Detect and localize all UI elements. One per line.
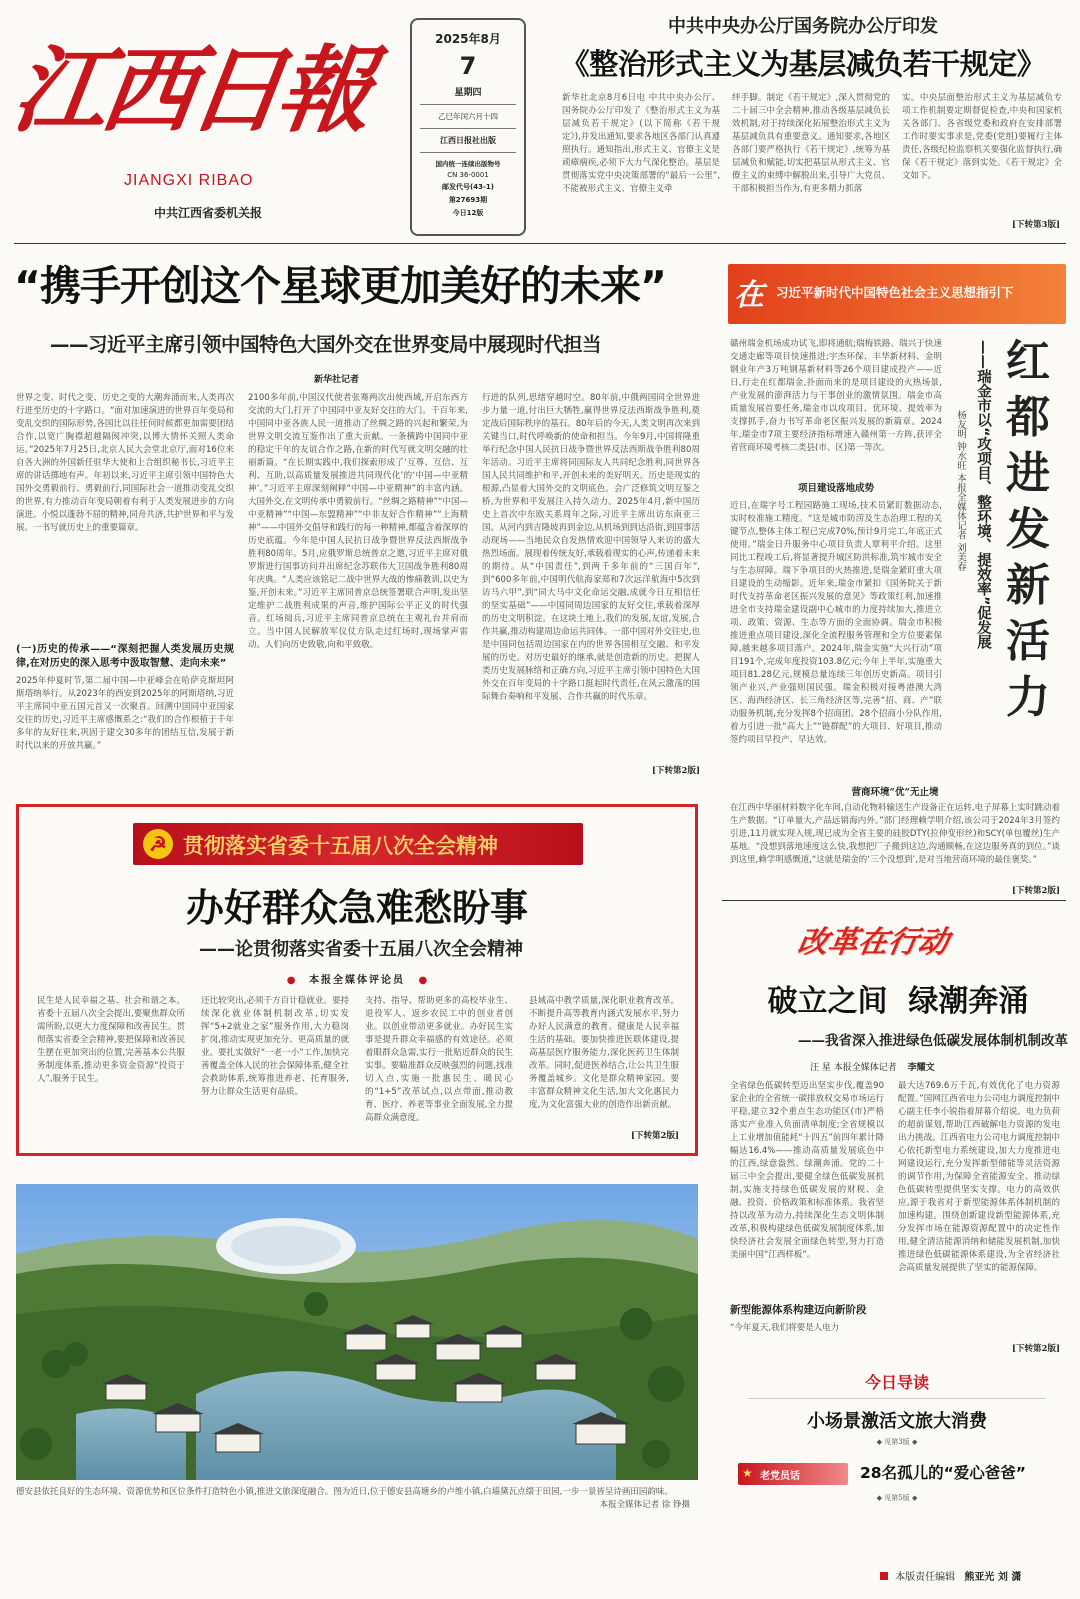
reform-badge — [795, 918, 958, 968]
series-para-1: 赣州瑞金机场成功试飞,即将通航;瑞梅铁路、瑞兴于快速交通走廊等项目快速推进;宇杰环保、丰华新材料、金明钢业年产3万吨钢基新材料等26个项目建成投产——近日,行走在红都瑞金,扑面而来的是项目建设的火热场景,产业发展的澎湃活力与干事创业的激情氛围。瑞金市高质量发展首要任务,瑞金市以攻项目、优环境、提效率为支撑抓手,奋力书写革命老区振兴发展的新篇章。2024年,瑞金市7项主要经济指标增速入赣州第一方阵,获评全省营商环境考核二类县(市、区)第一等次。 — [730, 339, 942, 453]
date-day: 7 — [459, 52, 477, 80]
footer-label: 本版责任编辑 — [895, 1572, 956, 1583]
guide-title: 今日导读 — [864, 1373, 929, 1392]
series-title-char: 力 — [1006, 672, 1050, 723]
reform-section-title: 新型能源体系构建迈向新阶段 — [730, 1304, 867, 1316]
series-subtitle: ——瑞金市以“攻项目、整环境、提效率”促发展 — [975, 340, 991, 650]
reform-byline-a: 汪 星 本报全媒体记者 — [810, 1063, 897, 1073]
series-banner — [728, 264, 1066, 324]
party-emblem-icon: ☭ — [143, 829, 173, 859]
guide-item-2-row[interactable] — [728, 1457, 1066, 1491]
guide-item-1[interactable]: 小场景激活文旅大消费 — [807, 1411, 987, 1432]
lead-title: “携手开创这个星球更加美好的未来” — [14, 262, 666, 310]
plenary-col-1: 民生是人民幸福之基、社会和谐之本。省委十五届八次全会提出,要聚焦群众所需所盼,以更大力度保障和改善民生。贯彻落实省委全会精神,要把保障和改善民生摆在更加突出的位置,完善基本公共服务制度体系,推动更多资金资源“投资于人”,服务于民生。 — [37, 996, 185, 1084]
plenary-banner-text: 贯彻落实省委十五届八次全会精神 — [183, 834, 498, 858]
lead-col-1-text: 世界之变、时代之变、历史之变的大潮奔涌而来,人类再次行进至历史的十字路口。“面对加速演进的世界百年变局和变乱交织的国际形势,各国比以往任何时候都更加需要团结合作,以宽广胸襟超越隔阂冲突,以博大情怀关照人类命运。”2025年7月25日,北京人民大会堂北京厅,面对16位来自各大洲的外国新任驻华大使和上合组织秘书长,习近平主席的讲话掷地有声。年初以来,习近平主席引领中国特色大国外交勇毅前行、勇毅前行,同国际社会一道推动变乱交织的世界,有力推动百年变局朝着有利于人类发展进步的方向演进。小悦以蓬勃不屈的精神,同舟共济,共护世界和平与发展。一书写就历史上的重要篇章。 — [16, 393, 234, 533]
date-post: 邮发代号(43-1) — [442, 183, 494, 191]
footer — [880, 1568, 1066, 1583]
top-story-col-2: 绊手脚。制定《若干规定》,深入贯彻党的二十届三中全会精神,推动各级基层减负长效机制,对于持续深化拓展整治形式主义为基层减负具有重要意义。通知要求,各地区各部门要严格执行《若干规定》,统筹为基层减负和赋能,切实把基层从形式主义、官僚主义的束缚中解脱出来,引导广大党员、干部积极担当作为,有更多精力抓落 — [732, 93, 890, 194]
plenary-box — [16, 804, 698, 1156]
series-more[interactable]: [下转第2版] — [1012, 886, 1060, 896]
lead-byline: 新华社记者 — [314, 375, 360, 385]
top-story-more[interactable]: [下转第3版] — [1012, 220, 1060, 230]
lead-subtitle: ——习近平主席引领中国特色大国外交在世界变局中展现时代担当 — [50, 333, 602, 356]
reform-title: 破立之间 绿潮奔涌 — [767, 984, 1029, 1019]
reform-subtitle: ——我省深入推进绿色低碳发展体制机制改革 — [798, 1033, 1068, 1049]
lead-col-1 — [16, 392, 234, 778]
plenary-byline — [19, 971, 695, 986]
series-section-1: 项目建设落地成势 — [797, 483, 874, 494]
series-title-char: 发 — [1006, 504, 1050, 555]
series-para-2: 近日,在瑞字号工程园路施工现场,技术员紧盯数据动态,实时校准施工精度。“这是城市防涝及生态治理工程的关键节点,整体主体工程已完成70%,预计9月完工,年底正式使用。”瑞金日升服务中心项目负责人覃利平介绍。这里同比工程竣工后,将显著提升城区防洪标准,筑牢城市安全与生态屏障。瑞下争项目的火热推进,是瑞金紧盯重大项目建设的生动缩影。近年来,瑞金市紧扣《国务院关于新时代支持革命老区振兴发展的意见》等政策红利,加速推进全市支持瑞金建设副中心城市的力度持续加大,推进立项、政策、资源、生态等方面的全面协调。瑞金市积极推进重点项目建设,深化全流程服务管理和全方位要素保障,越来越多项目落户。2024年,瑞金实施“大兴行动”项目191个,完成年度投资103.8亿元;今年上半年,实施重大项目81.28亿元,规模总量连续三年创历史新高。项目引领产业兴,产业强则国民强。瑞金积极对接粤港澳大湾区、海西经济区、长三角经济区等,完善“招、商、产”联动服务机制,充分发挥8个招商团、28个招商小分队作用,着力引进一批“高大上”“链群配”的大项目、好项目,推动签约项目早投产、早达效。 — [730, 501, 942, 745]
guide-item-1-page: ◆ 见第3版 ◆ — [876, 1438, 918, 1446]
series-title-char: 活 — [1006, 616, 1050, 667]
top-story-col-3: 实。中央层面整治形式主义为基层减负专项工作机制要定期督促检查,中央和国家机关各部门、各省级党委和政府在安排部署工作时要实事求是,党委(党组)要履行主体责任,各级纪检监察机关要强化监督执行,确保《若干规定》落到实处。《若干规定》全文如下。 — [902, 93, 1062, 181]
reform-col-1 — [730, 1080, 884, 1356]
reform-byline-b: 李耀文 — [907, 1063, 935, 1073]
guide-item-2[interactable]: 28名孤儿的“爱心爸爸” — [860, 1464, 1026, 1482]
series-title — [996, 334, 1060, 726]
plenary-col-3: 支持、指导、帮助更多的高校毕业生、退役军人、返乡农民工中的创业者创业。以创业带动更多就业。办好民生实事是提升群众幸福感的有效途径。必须着眼群众急需,实行一批贴近群众的民生实事。要瞄准群众反映强烈的问题,找准切入点,实施一批惠民生、暖民心的“1+5”改革试点,以点带面,推动教育、医疗、养老等事业全面发展,全力提高群众满意度。 — [365, 996, 513, 1123]
reform-col-1-text: 全省绿色低碳转型迈出坚实步伐,覆盖90家企业的全省统一碳排放权交易市场运行平稳,建立32个重点生态功能区(市)严格落实产业准入负面清单制度;全省规模以上工业增加值能耗“十四五”前四年累计降幅达16.4%——推动高质量发展底色中的江西,绿意盎然、绿潮奔涌。党的二十届三中全会提出,要健全绿色低碳发展机制,实施支持绿色低碳发展的财税、金融、投资、价格政策和标准体系。我省坚持以改革为动力,持续深化生态文明体制改革,积极构建绿色低碳发展制度体系,加快经济社会发展全面绿色转型,努力打造美丽中国“江西样板”。 — [730, 1081, 884, 1260]
date-cn: CN 36-0001 — [447, 171, 489, 179]
date-lunar: 乙巳年闰六月十四 — [438, 112, 498, 121]
lead-col-2: 2100多年前,中国汉代使者张骞两次出使西域,开启东西方交流的大门,打开了中国同中亚友好交往的大门。千百年来,中国同中亚各族人民一道推动了丝绸之路的兴起和繁荣,为世界文明交流互鉴作出了重大贡献。一条横跨中国同中亚的稳定干年的友谊合作之路,在新的时代写就文明交融的壮丽新篇。“在长期实践中,我们探索形成了‘互尊、互信、互利、互助,以高质量发展推进共同现代化’的‘中国—中亚精神’。”习近平主席深刻阐释“中国—中亚精神”的丰富内涵。大国外交,在文明传承中勇毅前行。“丝绸之路精神”“中国—中亚精神”“中国—东盟精神”“中非友好合作精神”“上海精神”——中国外交倡导和践行的每一种精神,都蕴含着深厚的历史底蕴。今年是中国人民抗日战争暨世界反法西斯战争胜利80周年。5月,应俄罗斯总统普京之邀,习近平主席对俄罗斯进行国事访问并出席纪念苏联伟大卫国战争胜利80周年庆典。“人类应该铭记二战中世界大战的惨痛教训,以史为鉴,开创未来。”习近平主席同普京总统签署联合声明,发出坚定维护二战胜利成果的声音,维护国际公平正义的时代强音。红场阅兵,习近平主席同普京总统在主观礼台并肩而立。当中国人民解放军仪仗方队走过红场时,现场掌声雷动。人们向历史致敬,向和平致敬。 — [248, 393, 468, 650]
date-cn-label: 国内统一连续出版物号 — [435, 160, 501, 168]
reform-col-2: 最大达769.6万千瓦,有效优化了电力资源配置。”国网江西省电力公司电力调度控制中心副主任李小锐指着屏幕介绍说。电力负荷的超前谋划,帮助江西破解电力资源的发电出力挑战。江西省电力公司电力调度控制中心依托新型电力系统建设,加大力度推进电网建设运行,充分发挥新型储能等灵活资源的调节作用,为保障全省能源安全、推动绿色低碳转型提供坚实支撑。电力的高效供应,源于我省对于新型能源体系体制机制的加速构建。围绕创新建设新型能源体系,充分发挥市场在能源资源配置中的决定性作用,健全清洁能源消纳和储能发展机制,加快推进绿色低碳能源体系建设,为全省经济社会高质量发展提供了坚实的能源保障。 — [898, 1081, 1060, 1273]
plenary-title: 办好群众急难愁盼事 — [185, 886, 528, 930]
footer-marker — [880, 1572, 888, 1580]
plenary-banner — [133, 823, 583, 865]
top-story-kicker: 中共中央办公厅国务院办公厅印发 — [668, 16, 938, 37]
star-icon: ★ — [742, 1466, 753, 1480]
reform-more[interactable]: [下转第2版] — [1012, 1344, 1060, 1354]
masthead-logo: 江西日報 — [6, 36, 374, 146]
date-pages: 今日12版 — [452, 209, 484, 217]
top-story-col-1: 新华社北京8月6日电 中共中央办公厅、国务院办公厅印发了《整治形式主义为基层减负若干规定》(以下简称《若干规定》),并发出通知,要求各地区各部门认真遵照执行。通知指出,形式主义、官僚主义是顽瘴痼疾,必须下大力气深化整治。基层是贯彻落实党中央决策部署的“最后一公里”,不能被形式主义、官僚主义牵 — [562, 93, 720, 194]
guide-item-2-tag-text: 老党员话 — [760, 1471, 800, 1482]
divider-top — [14, 243, 1066, 244]
plenary-more[interactable]: [下转第2版] — [631, 1131, 679, 1141]
series-banner-lead: 在 — [734, 278, 764, 313]
lead-col-3: 行进的队列,思绪穿越时空。80年前,中俄两国同全世界进步力量一道,付出巨大牺牲,赢得世界反法西斯战争胜利,奠定战后国际秩序的基石。80年后的今天,人类文明再次来到关键当口,时代呼唤新的使命和担当。今年9月,中国将隆重举行纪念中国人民抗日战争暨世界反法西斯战争胜利80周年活动。习近平主席将同国际友人共同纪念胜利,同世界各国人民共同维护和平,开创未来的美好明天。历史是现实的根源,凸显着大国外交的文明底色。会广泛修筑文明互鉴之桥,为世界和平发展注入持久动力。2025年4月,新中国历史上首次中东欧关系周年之际,习近平主席出访东南亚三国。从河内到吉隆坡再到金边,从机场到到达沿街,到国事活动现场——当地民众自发热情欢迎中国领导人来访的盛大热烈场面。展现着传统友好,承载着现实的心声,传递着未来的期待。从“中国责任”,到两千多年前的“三国百年”,到“600多年前,中国明代航海家郑和7次远洋航海中5次到访马六甲”,到“同大马中文化命运交融,成就今日互相信任的坚实基础”——中国同周边国家的友好交往,承载着深厚的历史文明积淀。在这块土地上,我们的发展,友谊,发展,合作共赢,推动构建周边命运共同体。一部中国对外交往史,也是中国同包括周边国家在内的世界各国相互交融、和平发展的历史。对历史最好的继承,就是创造新的历史。把握人类历史发展脉络和正确方向,习近平主席引领中国特色大国外交在百年变局的十字路口挺起时代责任,在风云激荡的国际舞台奏响和平发展、合作共赢的时代乐章。 — [482, 393, 700, 702]
guide-item-2-tag — [738, 1463, 848, 1485]
lead-col-1b-text: 2025年仲夏时节,第二届中国—中亚峰会在哈萨克斯坦阿斯塔纳举行。从2023年的西安到2025年的阿斯塔纳,习近平主席同中亚五国元首又一次聚首。回溯中国同中亚国家交往的历史,习近平主席感慨系之:“我们的合作根植于千年多年的友好往来,巩固于建交30多年的团结互信,发展于新时代以来的开放共赢。” — [16, 676, 234, 751]
series-banner-text: 习近平新时代中国特色社会主义思想指引下 — [776, 285, 1014, 300]
top-story-title: 《整治形式主义为基层减负若干规定》 — [560, 47, 1046, 81]
photo-caption-credit: 本报全媒体记者 徐 铮摄 — [599, 1500, 690, 1510]
bullet-icon: ● — [286, 975, 296, 986]
top-story — [540, 14, 1066, 236]
series-byline: 杨友明 钟水旺 本报全媒体记者 刘美春 — [955, 410, 966, 572]
series-title-char: 都 — [1006, 392, 1050, 443]
masthead-org: 中共江西省委机关报 — [154, 206, 263, 220]
reform-badge-text: 改革在行动 — [795, 925, 952, 960]
series-title-char: 红 — [1006, 336, 1050, 387]
series-para-2b — [730, 700, 1060, 776]
photo-caption-text: 德安县依托良好的生态环境、资源优势和区位条件打造特色小镇,推进文旅深度融合。图为近日,位于德安县高塘乡的卢维小镇,白墙黛瓦点缀于田园,一步一景皆呈诗画田园韵味。 — [16, 1487, 673, 1497]
series-section-2: 营商环境“优”无止境 — [851, 787, 939, 798]
plenary-col-2: 还比较突出,必须千方百计稳就业。要持续深化就业体制机制改革,切实发挥“5+2就业之家”服务作用,大力稳岗扩岗,推动实现更加充分、更高质量的就业。要扎实做好“一老一小”工作,加快完善覆盖全体人民的社会保障体系,健全社会救助体系,统筹推进养老、托育服务,努力让群众生活更有品质。 — [201, 996, 349, 1097]
plenary-col-4: 县域高中教学质量,深化职业教育改革。不断提升高等教育内涵式发展水平,努力办好人民满意的教育。健康是人民幸福生活的基础。要加快推进医联体建设,提高基层医疗服务能力,深化医药卫生体制改革。同时,促进医养结合,让公共卫生服务覆盖城乡。文化是群众精神家园。要丰富群众精神文化生活,加大文化惠民力度,为文化富强大业的创造作出新贡献。 — [529, 996, 679, 1110]
town-photo-image — [16, 1184, 698, 1480]
plenary-subtitle: ——论贯彻落实省委十五届八次全会精神 — [199, 939, 523, 960]
date-publisher: 江西日报社出版 — [440, 136, 496, 145]
reform-col-1b-text: “今年夏天,我们将要是人电力 — [730, 1323, 840, 1333]
series-title-char: 新 — [1006, 560, 1050, 611]
lead-section-1-title: (一)历史的传承——“深刻把握人类发展历史规律,在对历史的深入思考中汲取智慧、走向未来” — [16, 644, 234, 669]
date-weekday: 星期四 — [454, 88, 482, 98]
footer-editors: 熊亚光 刘 潇 — [964, 1572, 1022, 1583]
reform-byline — [810, 1060, 935, 1073]
guide-item-2-page: ◆ 见第5版 ◆ — [876, 1494, 918, 1502]
series-para-3: 在江西中华丽材料数字化车间,自动化物料输送生产设备正在运转,电子屏幕上实时跳动着生产数据。“订单量大,产品远销海内外。”部门经理赖学明介绍,该公司于2024年3月签约引进,11月就实现入规,现已成为全省主要的硅胶DTY(拉伸变形丝)和SCY(单包覆丝)生产基地。“没想到落地速度这么快,我想把厂子搬到这边,沟通顺畅,在这边服务真的到位。”谈到这里,赖学明感慨道,“这就是瑞金的‘三个没想到’,是对当地营商环境的最佳褒奖。” — [730, 803, 1060, 865]
divider-right — [722, 900, 1066, 901]
date-issue: 第27693期 — [448, 196, 488, 204]
date-box — [410, 18, 526, 236]
guide-box — [728, 1364, 1066, 1524]
date-year-month: 2025年8月 — [435, 32, 501, 46]
series-title-char: 进 — [1006, 448, 1050, 499]
plenary-byline-text: 本报全媒体评论员 — [309, 975, 405, 986]
bullet-icon: ● — [418, 975, 428, 986]
lead-more[interactable]: [下转第2版] — [652, 766, 700, 776]
town-photo — [16, 1184, 698, 1480]
masthead-pinyin: JIANGXI RIBAO — [124, 172, 254, 189]
photo-caption — [16, 1486, 698, 1530]
masthead — [6, 14, 404, 236]
